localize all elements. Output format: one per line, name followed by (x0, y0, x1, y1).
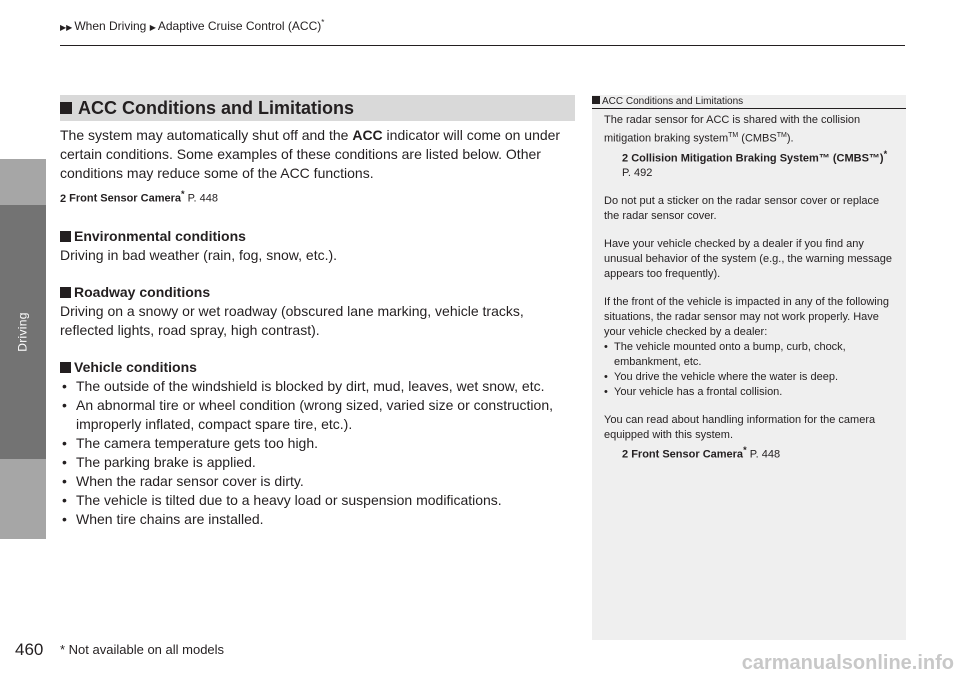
list-item: • An abnormal tire or wheel condition (wrong sized, varied size or construction, improperly inflated, compact spare tire, etc.). (60, 396, 580, 434)
list-item: • The vehicle mounted onto a bump, curb, chock, embankment, etc. (604, 340, 892, 370)
breadcrumb-arrow-icon: ▶ (149, 23, 156, 32)
side-tab (0, 205, 46, 459)
xref-front-sensor-camera[interactable] (60, 185, 580, 209)
sidebar-text: You can read about handling information for the camera equipped with this system. (604, 414, 876, 442)
watermark: carmanualsonline.info (741, 652, 954, 674)
breadcrumb (60, 18, 324, 33)
vehicle-heading (60, 358, 580, 377)
roadway-text: Driving on a snowy or wet roadway (obscured lane marking, vehicle tracks, reflected lights, road spray, high contrast). (60, 302, 524, 338)
environmental-text: Driving in bad weather (rain, fog, snow, etc.). (60, 246, 338, 263)
sidebar-paragraph (604, 413, 892, 463)
xref-label: Collision Mitigation Braking System™ (CMBS™) (631, 152, 884, 165)
intro-text-2: indicator will come on under certain conditions. Some examples of these conditions are listed below. Other conditions may reduce some of the ACC functions. (60, 127, 561, 181)
side-tab-accent-bottom (0, 459, 46, 539)
side-tab-label: Driving (15, 312, 30, 352)
header-rule (60, 45, 905, 46)
xref-asterisk: * (181, 189, 185, 199)
xref-front-sensor-camera-2[interactable] (604, 443, 892, 463)
roadway-heading (60, 283, 580, 302)
sidebar-body (592, 109, 906, 463)
xref-page: P. 448 (746, 448, 781, 461)
sidebar-notes (592, 95, 906, 640)
breadcrumb-item-2: Adaptive Cruise Control (ACC) (157, 19, 322, 33)
xref-label: Front Sensor Camera (631, 448, 744, 461)
page-number: 460 (15, 640, 44, 659)
xref-page: P. 492 (622, 167, 653, 180)
breadcrumb-item-2-asterisk: * (321, 18, 325, 27)
sidebar-paragraph: Do not put a sticker on the radar sensor cover or replace the radar sensor cover. (604, 195, 880, 223)
sidebar-text: The radar sensor for ACC is shared with the collision mitigation braking system (604, 114, 861, 145)
sidebar-paragraph (604, 113, 892, 181)
trademark-mark: TM (728, 132, 739, 139)
subheading-marker-icon (60, 231, 71, 242)
xref-page: P. 448 (184, 192, 219, 205)
trademark-mark: TM (776, 132, 787, 139)
list-item: • The camera temperature gets too high. (60, 434, 580, 453)
vehicle-conditions-list (60, 377, 580, 529)
sidebar-heading-text: ACC Conditions and Limitations (602, 96, 744, 107)
list-item: • You drive the vehicle where the water is deep. (604, 370, 892, 385)
sidebar-text: ). (786, 132, 794, 145)
breadcrumb-item-1: When Driving (74, 19, 147, 33)
list-item: • When tire chains are installed. (60, 510, 580, 529)
xref-arrow-icon: 2 (622, 152, 632, 165)
sidebar-paragraph: Have your vehicle checked by a dealer if you find any unusual behavior of the system (e.g., the warning message appears too frequently). (604, 238, 892, 281)
xref-label: Front Sensor Camera (69, 192, 181, 205)
xref-cmbs[interactable] (604, 147, 892, 182)
section-title: ACC Conditions and Limitations (78, 97, 354, 118)
list-item: • Your vehicle has a frontal collision. (604, 385, 892, 400)
xref-arrow-icon: 2 (622, 448, 632, 461)
sidebar-text: (CMBS (738, 132, 777, 145)
note-icon (592, 96, 600, 104)
acc-indicator-label: ACC (352, 127, 383, 143)
environmental-heading-text: Environmental conditions (74, 227, 246, 244)
list-item: • When the radar sensor cover is dirty. (60, 472, 580, 491)
sidebar-paragraph: If the front of the vehicle is impacted in any of the following situations, the radar sensor may not work properly. Have your vehicle checked by a dealer: (604, 296, 889, 339)
sidebar-list (604, 340, 892, 400)
footnote: * Not available on all models (60, 642, 225, 657)
subheading-marker-icon (60, 287, 71, 298)
xref-asterisk: * (883, 148, 888, 159)
side-tab-accent-top (0, 159, 46, 205)
breadcrumb-arrow-icon: ▶▶ (60, 23, 73, 32)
environmental-heading (60, 227, 580, 246)
list-item: • The parking brake is applied. (60, 453, 580, 472)
main-body (60, 126, 580, 529)
subheading-marker-icon (60, 362, 71, 373)
xref-arrow-icon: 2 (60, 192, 67, 205)
roadway-heading-text: Roadway conditions (74, 283, 211, 300)
intro-text-1: The system may automatically shut off and the (60, 127, 353, 143)
section-marker-icon (60, 102, 72, 114)
intro-paragraph (60, 126, 580, 183)
list-item: • The outside of the windshield is blocked by dirt, mud, leaves, wet snow, etc. (60, 377, 580, 396)
vehicle-heading-text: Vehicle conditions (74, 358, 197, 375)
sidebar-heading (592, 95, 906, 109)
xref-asterisk: * (743, 445, 747, 456)
section-title-bar (60, 95, 575, 121)
list-item: • The vehicle is tilted due to a heavy load or suspension modifications. (60, 491, 580, 510)
